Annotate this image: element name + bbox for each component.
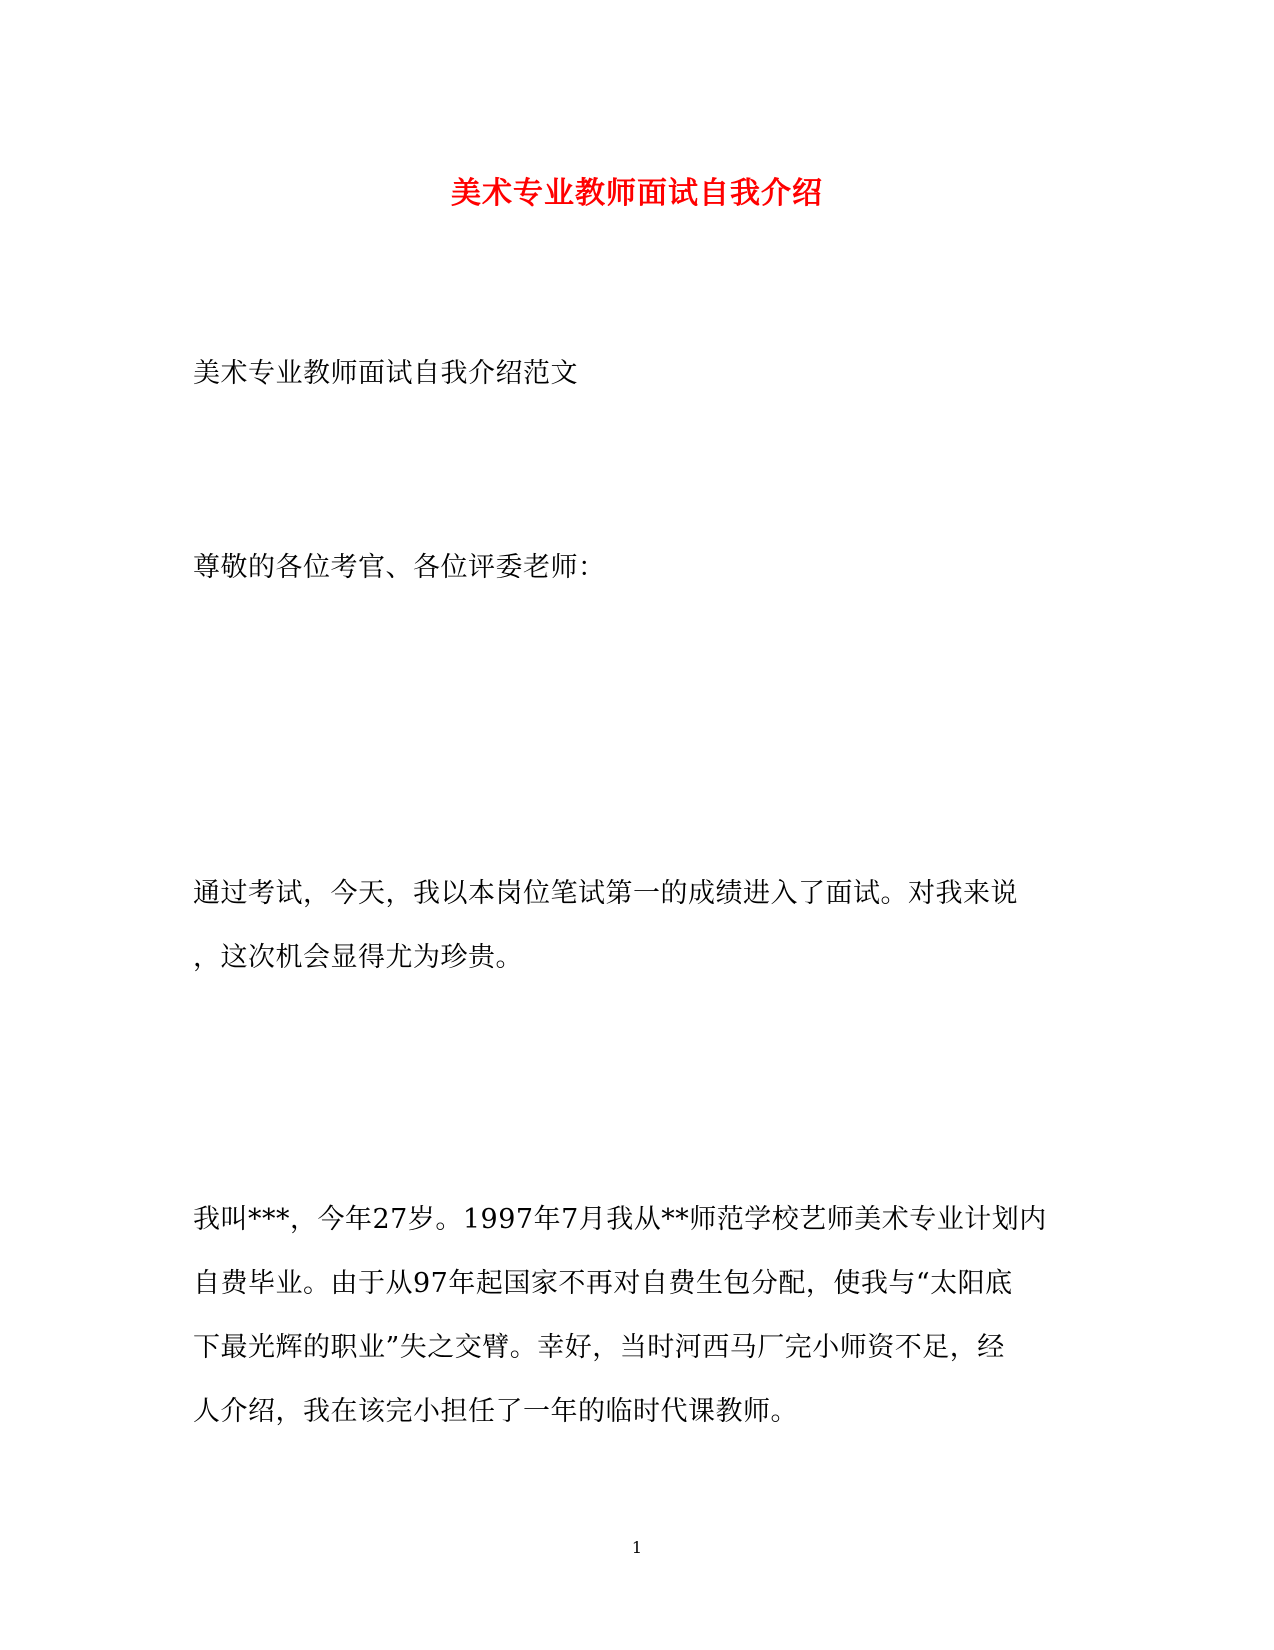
paragraph-line: 我叫***，今年27岁。1997年7月我从**师范学校艺师美术专业计划内 — [193, 1204, 1047, 1235]
paragraph-salutation — [193, 536, 1073, 600]
paragraph-line: ，这次机会显得尤为珍贵。 — [193, 942, 523, 973]
paragraph-intro — [193, 862, 1073, 990]
paragraph-line: 自费毕业。由于从97年起国家不再对自费生包分配，使我与“太阳底 — [193, 1268, 1013, 1299]
paragraph-line: 美术专业教师面试自我介绍范文 — [193, 358, 578, 389]
document-title: 美术专业教师面试自我介绍 — [451, 176, 823, 211]
paragraph-line: 下最光辉的职业”失之交臂。幸好，当时河西马厂完小师资不足，经 — [193, 1332, 1005, 1363]
paragraph-background — [193, 1188, 1073, 1444]
paragraph-line: 通过考试，今天，我以本岗位笔试第一的成绩进入了面试。对我来说 — [193, 878, 1018, 909]
paragraph-line: 人介绍，我在该完小担任了一年的临时代课教师。 — [193, 1396, 798, 1427]
paragraph-line: 尊敬的各位考官、各位评委老师： — [193, 552, 606, 583]
paragraph-subtitle — [193, 342, 1073, 406]
page-number: 1 — [631, 1538, 643, 1557]
